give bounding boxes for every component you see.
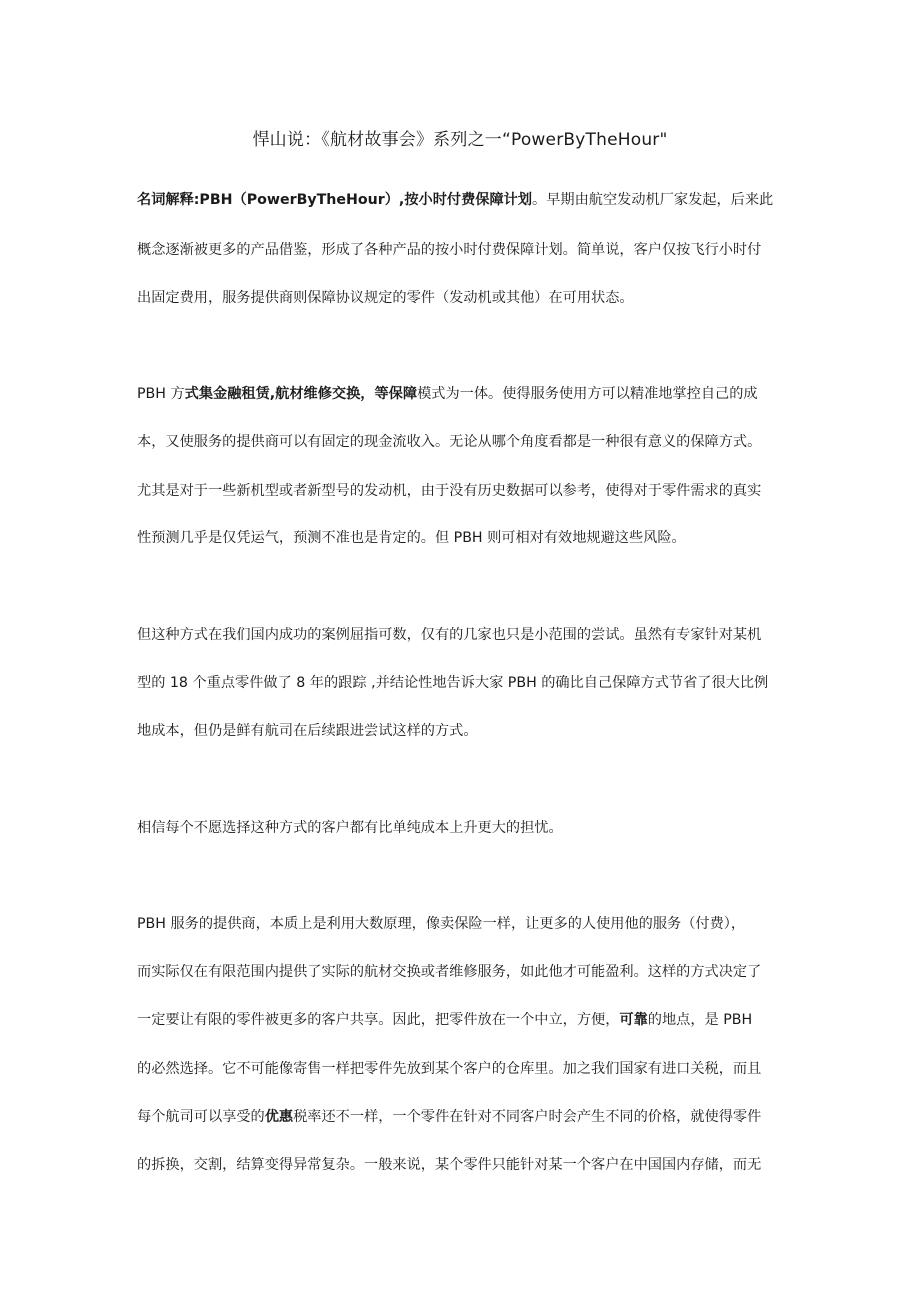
paragraph-1-line-2 [137, 240, 797, 260]
text-run: 优惠 [264, 1109, 294, 1125]
paragraph-5-line-5 [137, 1107, 797, 1127]
text-run: 的必然选择。它不可能像寄售一样把零件先放到某个客户的仓库里。加之我们国家有进口关税，而且 [137, 1061, 762, 1077]
paragraph-3-line-1 [137, 625, 797, 645]
paragraph-2-line-1 [137, 384, 797, 404]
text-run: 地成本，但仍是鲜有航司在后续跟进尝试这样的方式。 [137, 723, 478, 739]
paragraph-2-line-2 [137, 432, 797, 452]
paragraph-2-line-4 [137, 528, 797, 548]
text-run: PBH 服务的提供商，本质上是利用大数原理，像卖保险一样，让更多的人使用他的服务（付费）， [137, 916, 746, 932]
text-run: 本，又使服务的提供商可以有固定的现金流收入。无论从哪个角度看都是一种很有意义的保障方式。 [137, 434, 762, 450]
text-run: 。早期由航空发动机厂家发起，后来此 [532, 192, 774, 208]
text-run: 税率还不一样，一个零件在针对不同客户时会产生不同的价格，就使得零件 [293, 1109, 762, 1125]
paragraph-3-line-2 [137, 673, 797, 693]
text-run: 概念逐渐被更多的产品借鉴，形成了各种产品的按小时付费保障计划。简单说，客户仅按飞行小时付 [137, 242, 762, 258]
paragraph-2-line-3 [137, 481, 797, 501]
text-run: 相信每个不愿选择这种方式的客户都有比单纯成本上升更大的担忧。 [137, 820, 563, 836]
text-run: 的地点，是 PBH [647, 1012, 753, 1028]
paragraph-1-line-3 [137, 288, 797, 308]
text-run: 而实际仅在有限范围内提供了实际的航材交换或者维修服务，如此他才可能盈利。这样的方式决定了 [137, 964, 762, 980]
document-title: 悍山说：《航材故事会》系列之一“PowerByTheHour" [252, 130, 668, 150]
paragraph-5-line-2 [137, 962, 797, 982]
text-run: 的拆换，交割，结算变得异常复杂。一般来说，某个零件只能针对某一个客户在中国国内存储，而无 [137, 1157, 762, 1173]
text-run: 但这种方式在我们国内成功的案例屈指可数，仅有的几家也只是小范围的尝试。虽然有专家针对某机 [137, 627, 762, 643]
text-run: 可靠 [619, 1012, 648, 1028]
text-run: 出固定费用，服务提供商则保障协议规定的零件（发动机或其他）在可用状态。 [137, 290, 634, 306]
text-run: PBH 方 [137, 386, 185, 402]
paragraph-5-line-3 [137, 1010, 797, 1030]
text-run: 一定要让有限的零件被更多的客户共享。因此，把零件放在一个中立，方便， [137, 1012, 620, 1028]
text-run: 尤其是对于一些新机型或者新型号的发动机，由于没有历史数据可以参考，使得对于零件需求的真实 [137, 483, 762, 499]
paragraph-5-line-1 [137, 914, 797, 934]
paragraph-4-line-1 [137, 818, 797, 838]
text-run: 式集金融租赁,航材维修交换，等保障 [184, 386, 418, 402]
paragraph-5-line-6 [137, 1155, 797, 1175]
paragraph-3-line-3 [137, 721, 797, 741]
paragraph-1-line-1 [137, 190, 797, 210]
paragraph-5-line-4 [137, 1059, 797, 1079]
text-run: 性预测几乎是仅凭运气，预测不准也是肯定的。但 PBH 则可相对有效地规避这些风险。 [137, 530, 686, 546]
text-run: 型的 18 个重点零件做了 8 年的跟踪 ,并结论性地告诉大家 PBH 的确比自己保障方式节省了很大比例 [137, 675, 769, 691]
text-run: 每个航司可以享受的 [137, 1109, 265, 1125]
text-run: 模式为一体。使得服务使用方可以精准地掌控自己的成 [417, 386, 758, 402]
text-run: 名词解释:PBH（PowerByTheHour）,按小时付费保障计划 [137, 192, 533, 208]
